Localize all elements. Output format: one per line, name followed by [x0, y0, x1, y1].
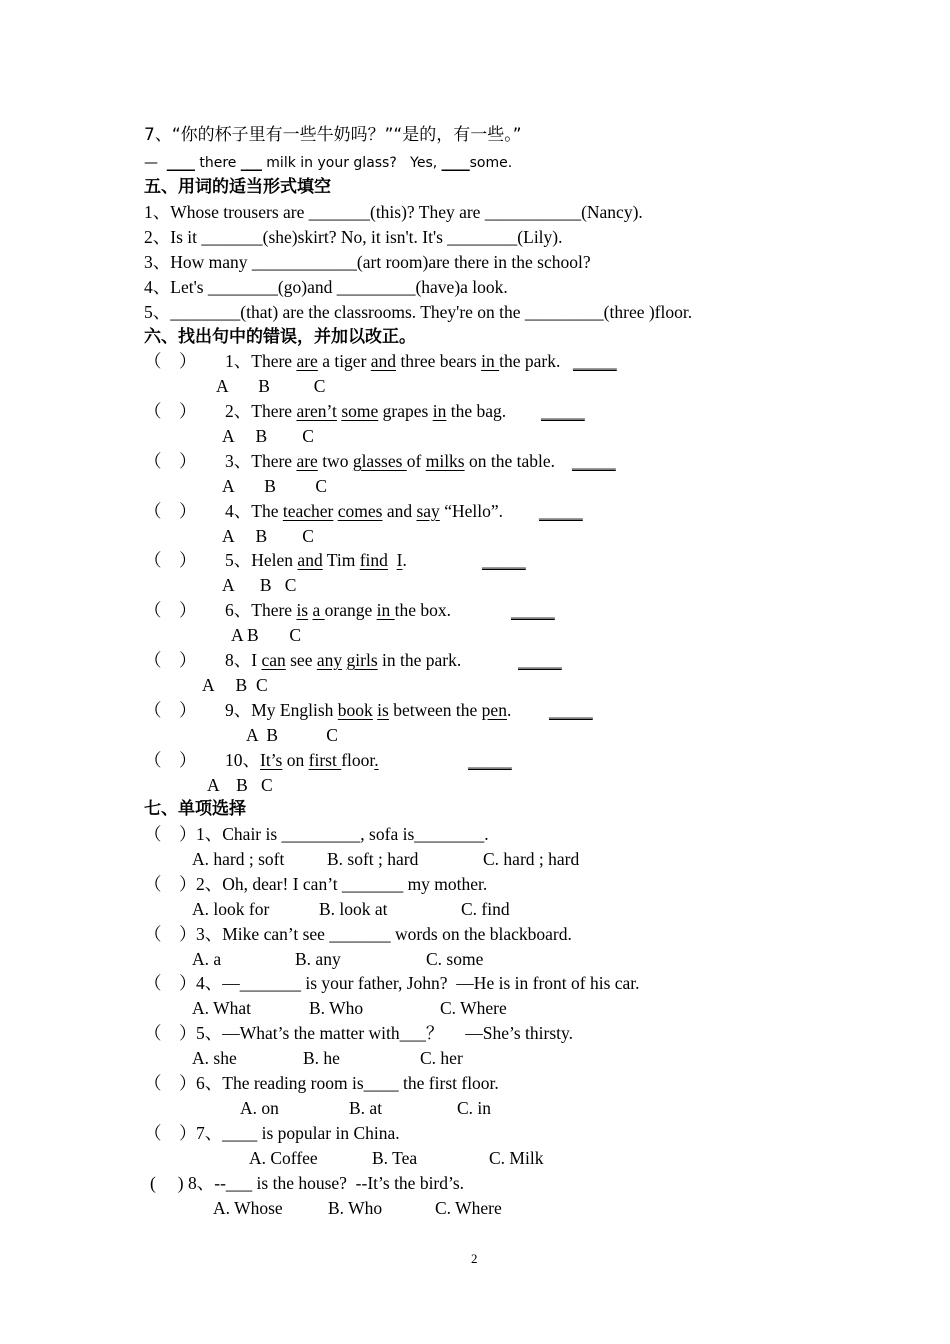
correction-blank[interactable]: _____ [572, 451, 616, 471]
error-question-4 [144, 500, 583, 522]
page-number: 2 [471, 1251, 478, 1266]
question-text: 8、I can see any girls in the park. [225, 650, 462, 670]
correction-blank[interactable]: _____ [511, 600, 555, 620]
option-b[interactable]: B. look at [319, 899, 388, 919]
option-b[interactable]: B. at [349, 1098, 383, 1118]
question-text: 2、Oh, dear! I can’t _______ my mother. [196, 874, 488, 894]
error-question-2 [144, 400, 585, 422]
option-b[interactable]: B. Who [328, 1198, 383, 1218]
abc-markers: A B C [222, 575, 297, 595]
answer-paren[interactable]: （ ） [144, 650, 197, 670]
answer-paren[interactable]: （ ） [144, 874, 197, 894]
correction-blank[interactable]: _____ [541, 401, 585, 421]
option-b[interactable]: B. any [295, 949, 341, 969]
option-b[interactable]: B. Who [309, 998, 364, 1018]
option-c[interactable]: C. Where [435, 1198, 502, 1218]
question-text: 1、There are a tiger and three bears in the park. [225, 351, 561, 371]
choice-question-2 [144, 873, 488, 895]
choice-question-4 [144, 972, 640, 994]
correction-blank[interactable]: _____ [518, 650, 562, 670]
abc-markers: A B C [202, 675, 268, 695]
abc-markers: A B C [246, 725, 338, 745]
option-a[interactable]: A. What [192, 998, 251, 1018]
option-b[interactable]: B. he [303, 1048, 340, 1068]
option-a[interactable]: A. hard ; soft [192, 849, 285, 869]
error-question-9 [144, 749, 512, 771]
correction-blank[interactable]: _____ [468, 750, 512, 770]
answer-paren[interactable]: （ ） [144, 401, 197, 421]
option-a[interactable]: A. look for [192, 899, 270, 919]
option-c[interactable]: C. in [457, 1098, 492, 1118]
abc-markers: A B C [222, 476, 328, 496]
question-text: 6、The reading room is____ the first floor. [196, 1073, 499, 1093]
abc-markers: A B C [231, 625, 302, 645]
option-b[interactable]: B. soft ; hard [327, 849, 419, 869]
question-text: 8、--___ is the house? --It’s the bird’s. [188, 1173, 465, 1193]
option-c[interactable]: C. her [420, 1048, 463, 1068]
answer-paren[interactable]: （ ） [144, 451, 197, 471]
error-question-5 [144, 549, 526, 571]
option-b[interactable]: B. Tea [372, 1148, 418, 1168]
answer-paren[interactable]: （ ） [144, 600, 197, 620]
answer-paren[interactable]: （ ） [144, 924, 197, 944]
question-text: 6、There is a orange in the box. [225, 600, 452, 620]
question-text: 4、The teacher comes and say “Hello”. [225, 501, 503, 521]
answer-paren[interactable]: （ ） [144, 501, 197, 521]
abc-markers: A B C [216, 376, 326, 396]
q7-english: — ____ there ___ milk in your glass? Yes, ____some. [144, 155, 513, 171]
error-question-6 [144, 599, 555, 621]
error-question-1 [144, 350, 617, 372]
question-text: 1、Chair is _________, sofa is________. [196, 824, 489, 844]
correction-blank[interactable]: _____ [539, 501, 583, 521]
answer-paren[interactable]: ( ) [150, 1173, 184, 1193]
abc-markers: A B C [222, 526, 314, 546]
option-c[interactable]: C. find [461, 899, 510, 919]
option-a[interactable]: A. a [192, 949, 222, 969]
option-a[interactable]: A. Coffee [249, 1148, 318, 1168]
error-question-7 [144, 649, 562, 671]
section5-title: 五、用词的适当形式填空 [144, 177, 331, 197]
choice-question-8 [150, 1172, 465, 1194]
s5-item-3: 3、How many ____________(art room)are there in the school? [144, 252, 591, 272]
abc-markers: A B C [207, 775, 273, 795]
answer-paren[interactable]: （ ） [144, 973, 197, 993]
answer-paren[interactable]: （ ） [144, 1023, 197, 1043]
correction-blank[interactable]: _____ [573, 351, 617, 371]
answer-paren[interactable]: （ ） [144, 351, 197, 371]
choice-question-5 [144, 1022, 574, 1044]
s5-item-1: 1、Whose trousers are _______(this)? They are ___________(Nancy). [144, 202, 643, 222]
question-text: 3、There are two glasses of milks on the table. [225, 451, 556, 471]
correction-blank[interactable]: _____ [482, 550, 526, 570]
question-text: 2、There aren’t some grapes in the bag. [225, 401, 507, 421]
question-text: 4、—_______ is your father, John? —He is in front of his car. [196, 973, 640, 993]
option-c[interactable]: C. Milk [489, 1148, 544, 1168]
section7-title: 七、单项选择 [144, 799, 246, 819]
question-text: 3、Mike can’t see _______ words on the blackboard. [196, 924, 572, 944]
answer-paren[interactable]: （ ） [144, 824, 197, 844]
question-text: 10、It’s on first floor. [225, 750, 379, 770]
option-a[interactable]: A. on [240, 1098, 279, 1118]
question-text: 5、Helen and Tim find I. [225, 550, 407, 570]
option-c[interactable]: C. Where [440, 998, 507, 1018]
error-question-8 [144, 699, 593, 721]
answer-paren[interactable]: （ ） [144, 750, 197, 770]
section6-title: 六、找出句中的错误，并加以改正。 [144, 327, 416, 347]
s5-item-4: 4、Let's ________(go)and _________(have)a look. [144, 277, 508, 297]
answer-paren[interactable]: （ ） [144, 700, 197, 720]
s5-item-5: 5、________(that) are the classrooms. They're on the _________(three )floor. [144, 302, 693, 322]
choice-question-7 [144, 1122, 400, 1144]
option-c[interactable]: C. some [426, 949, 484, 969]
question-text: 9、My English book is between the pen. [225, 700, 512, 720]
abc-markers: A B C [222, 426, 314, 446]
q7-chinese: 7、“你的杯子里有一些牛奶吗？”“是的，有一些。” [144, 125, 522, 145]
option-c[interactable]: C. hard ; hard [483, 849, 580, 869]
error-question-3 [144, 450, 616, 472]
choice-question-3 [144, 923, 572, 945]
question-text: 5、—What’s the matter with___？ —She’s thirsty. [196, 1023, 574, 1043]
answer-paren[interactable]: （ ） [144, 1123, 197, 1143]
question-text: 7、____ is popular in China. [196, 1123, 400, 1143]
option-a[interactable]: A. she [192, 1048, 237, 1068]
choice-question-6 [144, 1072, 499, 1094]
option-a[interactable]: A. Whose [213, 1198, 283, 1218]
correction-blank[interactable]: _____ [549, 700, 593, 720]
choice-question-1 [144, 823, 489, 845]
answer-paren[interactable]: （ ） [144, 1073, 197, 1093]
answer-paren[interactable]: （ ） [144, 550, 197, 570]
s5-item-2: 2、Is it _______(she)skirt? No, it isn't. It's ________(Lily). [144, 227, 563, 247]
